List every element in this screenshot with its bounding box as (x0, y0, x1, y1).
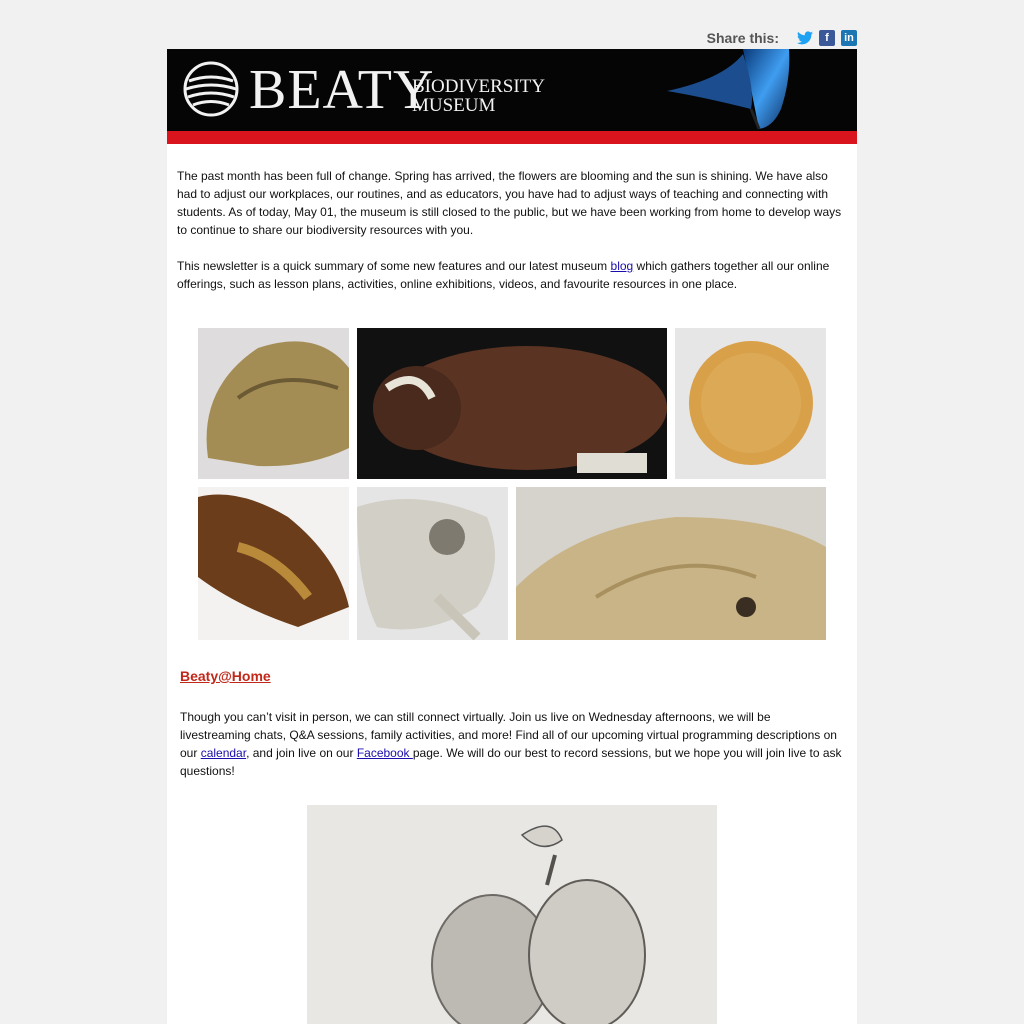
beaty-home-paragraph-start: Though you can’t visit in person, we can still connect virtually. Join us live on Wednesday afternoons, we will be livestreaming chats, Q&A sessions, family activities, and more! Find all of our upcoming virtual programming descriptions on our (180, 710, 837, 760)
newsletter (167, 0, 857, 1024)
logo-wordmark: BEATY (249, 59, 435, 121)
beaty-home-paragraph-end: page. We will do our best to record sessions, but we hope you will join live to ask questions! (180, 746, 842, 778)
intro-paragraph-2-end: which gathers together all our online offerings, such as lesson plans, activities, online exhibitions, videos, and favourite resources in one place. (177, 259, 830, 291)
butterfly-image (663, 49, 793, 131)
specimen-image-muskox (357, 328, 667, 479)
intro-paragraph-2-start: This newsletter is a quick summary of some new features and our latest museum (177, 259, 611, 273)
pear-sketch-image (307, 805, 717, 1024)
museum-logo-icon (183, 61, 239, 117)
logo-subtitle-line1: BIODIVERSITY (412, 76, 545, 97)
header-banner (167, 49, 857, 131)
specimen-collage (198, 328, 826, 640)
specimen-image-sand-dollar (675, 328, 826, 479)
specimen-image-crab-shell (198, 328, 349, 479)
specimen-image-wood-section (516, 487, 826, 640)
accent-bar (167, 131, 857, 144)
facebook-link[interactable]: Facebook (356, 746, 413, 760)
intro-paragraph-2 (177, 257, 847, 293)
specimen-image-skull (357, 487, 508, 640)
logo-subtitle-line2: MUSEUM (412, 95, 496, 116)
beaty-home-paragraph-middle: , and join live on our (246, 746, 357, 760)
calendar-link[interactable]: calendar (200, 746, 247, 760)
share-bar (707, 26, 857, 50)
linkedin-icon[interactable]: in (841, 30, 857, 46)
specimen-image-fungus (198, 487, 349, 640)
logo-subtitle (412, 77, 545, 115)
intro-paragraph-1: The past month has been full of change. Spring has arrived, the flowers are blooming and the sun is shining. We have also had to adjust our workplaces, our routines, and as educators, you have had to adjust ways of teaching and connecting with students. As of today, May 01, the museum is still closed to the public, but we have been working from home to develop ways to continue to share our biodiversity resources with you. (177, 169, 842, 237)
twitter-icon[interactable] (797, 30, 813, 46)
section-title-beaty-home[interactable]: Beaty@Home (180, 668, 271, 684)
content-area (167, 144, 857, 1024)
facebook-icon[interactable]: f (819, 30, 835, 46)
blog-link[interactable]: blog (610, 259, 634, 273)
share-label: Share this: (706, 30, 779, 46)
beaty-home-paragraph (180, 708, 842, 780)
